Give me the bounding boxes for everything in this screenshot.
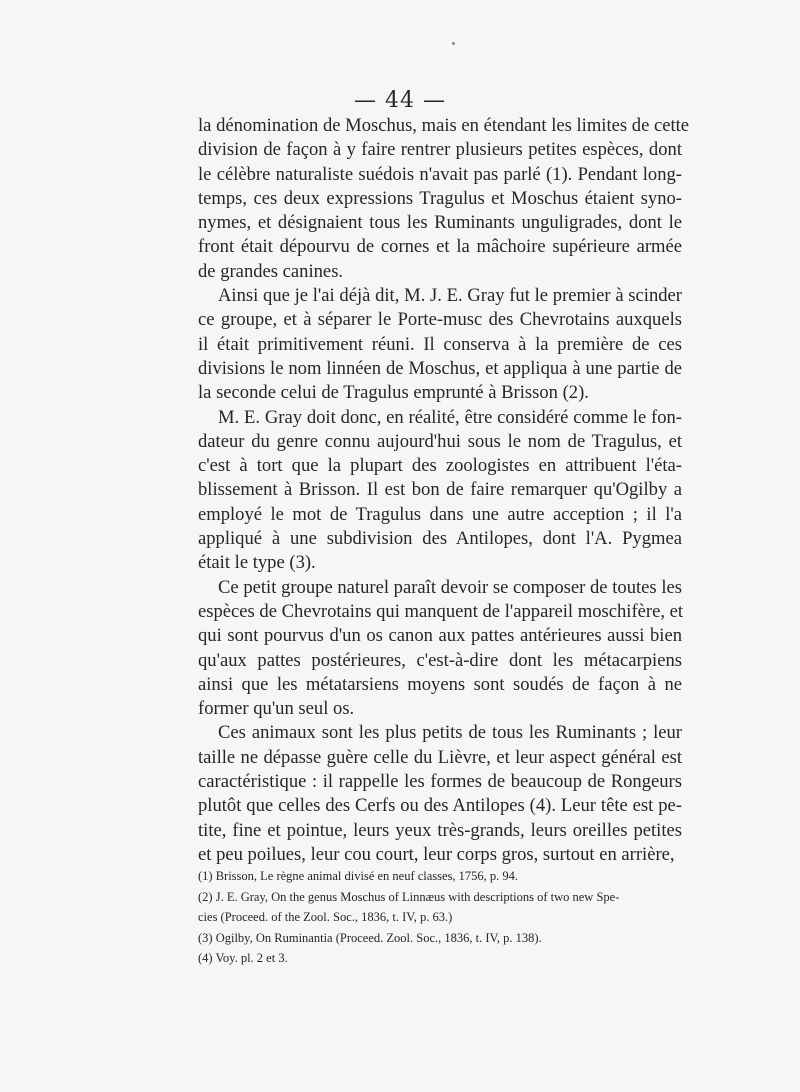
- text-line: Ces animaux sont les plus petits de tous les Ruminants ; leur: [218, 722, 682, 744]
- text-line: c'est à tort que la plupart des zoologistes en attribuent l'éta-: [198, 455, 682, 477]
- text-line: qui sont pourvus d'un os canon aux pattes antérieures aussi bien: [198, 625, 682, 647]
- text-line: M. E. Gray doit donc, en réalité, être considéré comme le fon-: [218, 406, 682, 428]
- text-line: Ce petit groupe naturel paraît devoir se composer de toutes les: [218, 576, 682, 598]
- text-line: dateur du genre connu aujourd'hui sous le nom de Tragulus, et: [198, 430, 682, 452]
- text-line: taille ne dépasse guère celle du Lièvre, et leur aspect général est: [198, 746, 682, 768]
- text-line: de grandes canines.: [198, 260, 344, 282]
- text-line: Ainsi que je l'ai déjà dit, M. J. E. Gray fut le premier à scinder: [218, 285, 682, 307]
- footnote-line: (2) J. E. Gray, On the genus Moschus of Linnæus with descriptions of two new Spe-: [198, 889, 620, 904]
- text-line: qu'aux pattes postérieures, c'est-à-dire dont les métacarpiens: [198, 649, 682, 671]
- footnote-line: (1) Brisson, Le règne animal divisé en neuf classes, 1756, p. 94.: [198, 869, 519, 883]
- text-line: ainsi que les métatarsiens moyens sont soudés de façon à ne: [198, 673, 682, 695]
- text-line: former qu'un seul os.: [198, 698, 355, 720]
- text-line: temps, ces deux expressions Tragulus et Moschus étaient syno-: [198, 187, 682, 209]
- text-line: nymes, et désignaient tous les Ruminants unguligrades, dont le: [198, 212, 682, 234]
- text-line: appliqué à une subdivision des Antilopes, dont l'A. Pygmea: [198, 528, 682, 550]
- text-line: et peu poilues, leur cou court, leur corps gros, surtout en arrière,: [198, 843, 675, 865]
- page-number-header: — 44 —: [354, 88, 446, 113]
- text-line: division de façon à y faire rentrer plusieurs petites espèces, dont: [198, 139, 682, 161]
- paragraph: [198, 284, 682, 405]
- text-line: la dénomination de Moschus, mais en étendant les limites de cette: [198, 115, 690, 136]
- footnote-line: (3) Ogilby, On Ruminantia (Proceed. Zool. Soc., 1836, t. IV, p. 138).: [198, 930, 542, 945]
- footnote-line: (4) Voy. pl. 2 et 3.: [198, 951, 288, 965]
- text-line: front était dépourvu de cornes et la mâchoire supérieure armée: [198, 236, 682, 258]
- text-line: espèces de Chevrotains qui manquent de l'appareil moschifère, et: [198, 600, 684, 622]
- text-line: le célèbre naturaliste suédois n'avait pas parlé (1). Pendant long-: [198, 163, 682, 185]
- footnotes-block: [198, 866, 682, 969]
- text-line: la seconde celui de Tragulus emprunté à Brisson (2).: [198, 382, 589, 404]
- main-text-block: [198, 114, 690, 867]
- text-line: employé le mot de Tragulus dans une autre acception ; il l'a: [198, 503, 682, 525]
- paragraph: [198, 721, 682, 867]
- text-line: était le type (3).: [198, 552, 316, 574]
- footnote-line: cies (Proceed. of the Zool. Soc., 1836, t. IV, p. 63.): [198, 910, 453, 924]
- text-line: il était primitivement réuni. Il conserva à la première de ces: [198, 333, 682, 355]
- text-line: tite, fine et pointue, leurs yeux très-grands, leurs oreilles petites: [198, 819, 682, 841]
- text-line: ce groupe, et à séparer le Porte-musc des Chevrotains auxquels: [198, 309, 682, 331]
- text-line: caractéristique : il rappelle les formes de beaucoup de Rongeurs: [198, 771, 682, 793]
- text-line: blissement à Brisson. Il est bon de faire remarquer qu'Ogilby a: [198, 479, 682, 501]
- speck-mark: [452, 42, 455, 45]
- text-line: plutôt que celles des Cerfs ou des Antilopes (4). Leur tête est pe-: [198, 795, 682, 817]
- paragraph: [198, 406, 682, 576]
- paragraph: [198, 114, 690, 284]
- text-line: divisions le nom linnéen de Moschus, et appliqua à une partie de: [198, 357, 682, 379]
- paragraph: [198, 576, 682, 722]
